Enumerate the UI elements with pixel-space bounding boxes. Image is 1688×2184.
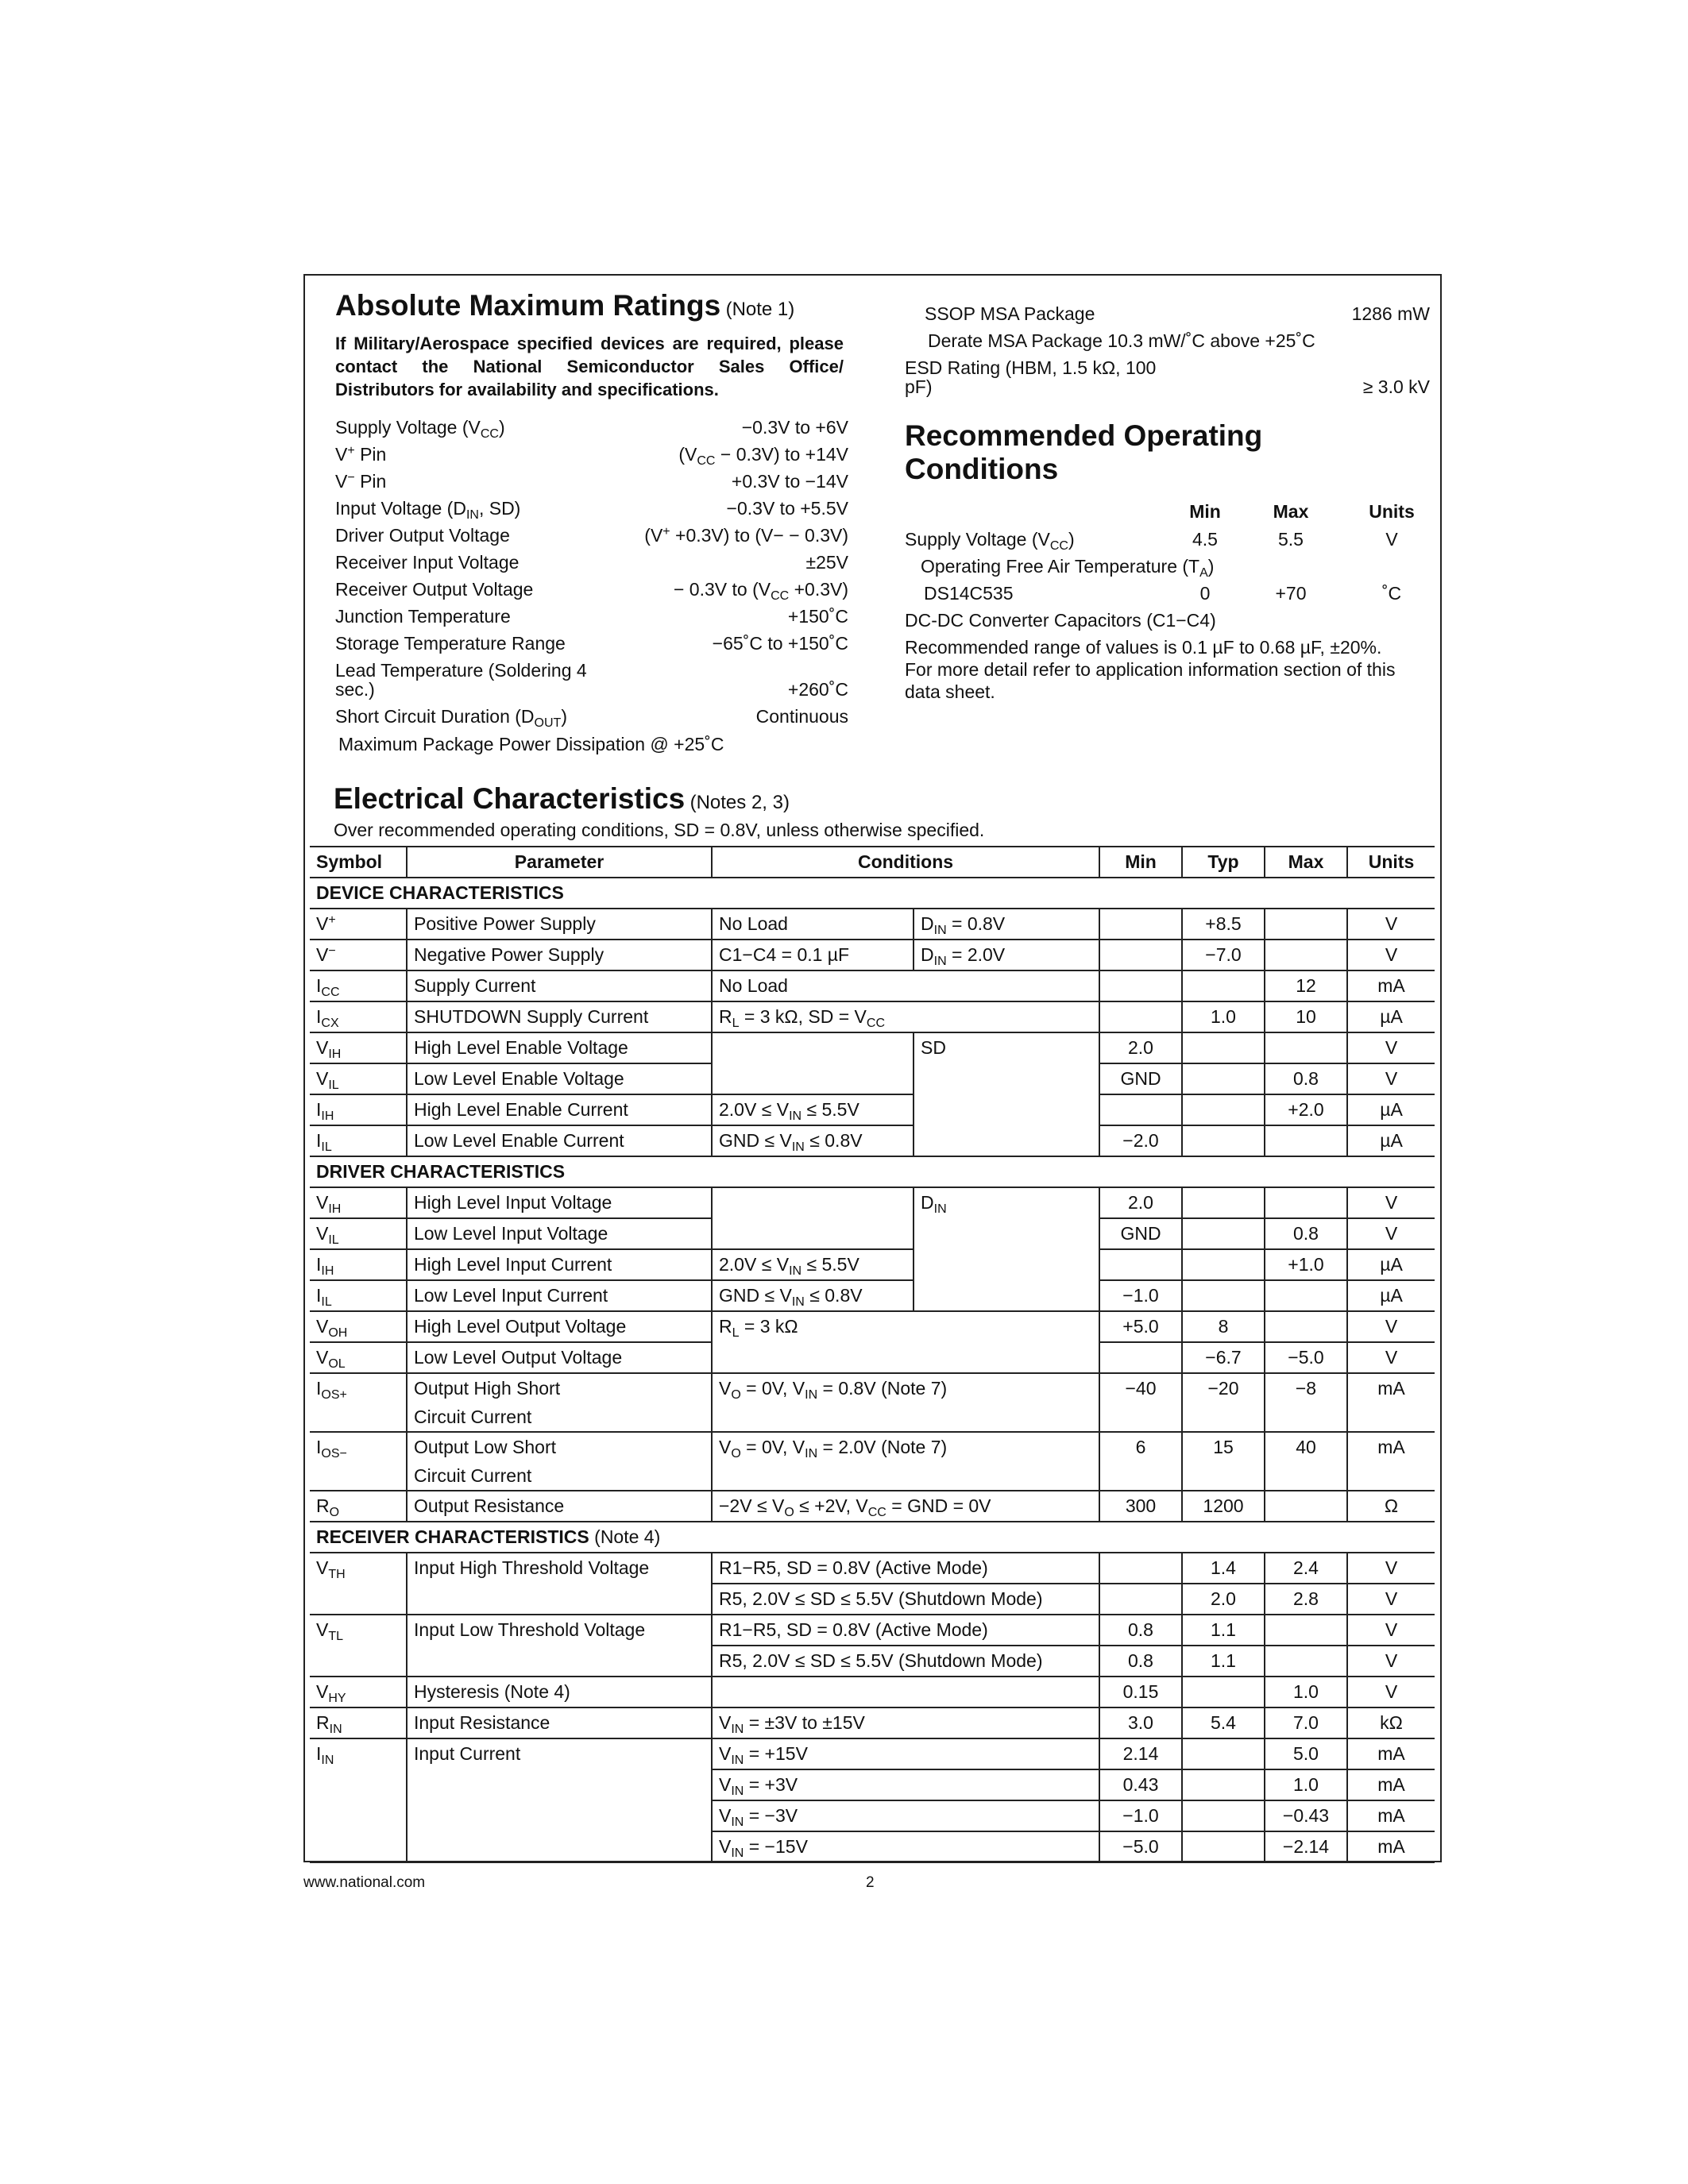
amr-item-label: Short Circuit Duration $(D_{OUT})$ — [335, 706, 567, 730]
table-cell — [1182, 1738, 1265, 1769]
table-cell: 0.15 — [1099, 1677, 1182, 1707]
footer-page-number: 2 — [866, 1874, 875, 1891]
amr-item-value: Continuous — [755, 706, 848, 727]
table-cell: 6 — [1099, 1432, 1182, 1491]
ec-title: Electrical Characteristics — [334, 782, 686, 815]
table-cell: 2.8 — [1265, 1584, 1347, 1615]
table-cell — [1265, 1032, 1347, 1063]
roc-part-min: 0 — [1199, 583, 1211, 604]
table-cell — [1182, 1125, 1265, 1156]
table-cell: −40 — [1099, 1373, 1182, 1432]
table-cell — [1265, 1311, 1347, 1342]
table-cell — [1099, 1342, 1182, 1373]
table-row — [310, 1491, 1435, 1522]
table-cell: Output Low Short Circuit Current — [407, 1432, 712, 1491]
table-cell — [1182, 1769, 1265, 1800]
ssop-label: SSOP MSA Package — [925, 303, 1095, 324]
roc-supply-label: Supply Voltage $(V_{CC})$ — [905, 529, 1075, 553]
derate-text: Derate MSA Package 10.3 mW/˚C above +25˚C — [928, 330, 1315, 351]
table-row — [310, 1522, 1435, 1553]
table-cell: 2.0 — [1099, 1032, 1182, 1063]
table-cell: $2.0V \le V_{IN} \le 5.5V$ — [712, 1249, 914, 1280]
table-cell — [1265, 1646, 1347, 1677]
amr-item-value: +0.3V to −14V — [731, 471, 848, 492]
table-cell: High Level Enable Current — [407, 1094, 712, 1125]
amr-item-value: (V+ +0.3V) to (V− − 0.3V) — [644, 525, 848, 546]
table-cell: High Level Input Voltage — [407, 1187, 712, 1218]
table-cell — [1265, 1615, 1347, 1646]
ec-heading — [334, 783, 790, 819]
ec-header-conditions: Conditions — [712, 847, 1099, 878]
table-cell — [1182, 1094, 1265, 1125]
amr-item-value: −65˚C to +150˚C — [712, 633, 848, 654]
table-cell: R5, 2.0V ≤ SD ≤ 5.5V (Shutdown Mode) — [712, 1646, 1099, 1677]
table-cell — [712, 1032, 914, 1063]
amr-item-label: V− Pin — [335, 471, 387, 492]
table-cell: $V_{HY}$ — [310, 1677, 407, 1707]
table-cell: High Level Output Voltage — [407, 1311, 712, 1342]
section-heading-driver: DRIVER CHARACTERISTICS — [310, 1156, 1435, 1187]
amr-item-label: Receiver Input Voltage — [335, 552, 520, 573]
table-cell: V — [1347, 1584, 1435, 1615]
esd-value: ≥ 3.0 kV — [1362, 376, 1430, 397]
table-cell: R5, 2.0V ≤ SD ≤ 5.5V (Shutdown Mode) — [712, 1584, 1099, 1615]
table-cell: kΩ — [1347, 1707, 1435, 1738]
table-cell — [1099, 1249, 1182, 1280]
table-row — [310, 1032, 1435, 1063]
roc-capacitors: DC-DC Converter Capacitors (C1−C4) — [905, 610, 1216, 631]
table-cell — [1265, 909, 1347, 940]
amr-item-label: Receiver Output Voltage — [335, 579, 534, 600]
table-cell — [1182, 1800, 1265, 1831]
table-cell: 5.0 — [1265, 1738, 1347, 1769]
table-cell: V — [1347, 940, 1435, 970]
table-cell: $D_{IN} = 2.0V$ — [914, 940, 1099, 970]
amr-item-label: Driver Output Voltage — [335, 525, 510, 546]
table-cell: No Load — [712, 909, 914, 940]
ec-header-row — [310, 847, 1435, 878]
table-cell: 0.8 — [1099, 1646, 1182, 1677]
table-cell: µA — [1347, 1249, 1435, 1280]
table-cell: 2.4 — [1265, 1553, 1347, 1584]
amr-item-label: Supply Voltage $(V_{CC})$ — [335, 417, 505, 441]
table-row — [310, 1063, 1435, 1094]
table-cell: $D_{IN} = 0.8V$ — [914, 909, 1099, 940]
amr-item-value: $(V_{CC} - 0.3V)$ to +14V — [678, 444, 848, 468]
table-cell: 8 — [1182, 1311, 1265, 1342]
table-cell: 300 — [1099, 1491, 1182, 1522]
table-cell — [1099, 1001, 1182, 1032]
table-cell — [1099, 1553, 1182, 1584]
ec-header-symbol: Symbol — [310, 847, 407, 878]
table-cell: −2.0 — [1099, 1125, 1182, 1156]
table-cell: +8.5 — [1182, 909, 1265, 940]
table-cell: −0.43 — [1265, 1800, 1347, 1831]
table-cell: Supply Current — [407, 970, 712, 1001]
table-cell: $V_{TH}$ — [310, 1553, 407, 1615]
table-cell — [1182, 1032, 1265, 1063]
table-cell — [1182, 1249, 1265, 1280]
table-cell: V — [1347, 1218, 1435, 1249]
table-cell: $I_{CC}$ — [310, 970, 407, 1001]
table-cell: 3.0 — [1099, 1707, 1182, 1738]
table-cell: 1200 — [1182, 1491, 1265, 1522]
table-row — [310, 1001, 1435, 1032]
table-cell — [1182, 1063, 1265, 1094]
table-cell: mA — [1347, 1800, 1435, 1831]
table-cell: High Level Enable Voltage — [407, 1032, 712, 1063]
table-cell — [1182, 970, 1265, 1001]
table-cell: Low Level Output Voltage — [407, 1342, 712, 1373]
table-cell: $2.0V \le V_{IN} \le 5.5V$ — [712, 1094, 914, 1125]
amr-item-value: −0.3V to +5.5V — [726, 498, 848, 519]
table-cell: V — [1347, 1063, 1435, 1094]
roc-part-max: +70 — [1275, 583, 1307, 604]
table-cell — [1182, 1280, 1265, 1311]
table-cell: 5.4 — [1182, 1707, 1265, 1738]
table-cell: V — [1347, 1342, 1435, 1373]
table-cell: mA — [1347, 1831, 1435, 1862]
table-cell: 0.8 — [1265, 1218, 1347, 1249]
table-cell: −7.0 — [1182, 940, 1265, 970]
amr-title: Absolute Maximum Ratings — [335, 289, 721, 322]
table-cell: µA — [1347, 1094, 1435, 1125]
table-cell: Low Level Input Current — [407, 1280, 712, 1311]
military-notice: If Military/Aerospace specified devices are required, please contact the National Semiconductor Sales Office/ Distributors for availability and specifications. — [335, 334, 844, 399]
table-cell: $I_{CX}$ — [310, 1001, 407, 1032]
table-cell: Output Resistance — [407, 1491, 712, 1522]
table-cell: $V_{TL}$ — [310, 1615, 407, 1677]
table-cell: $V_{IN} = +15V$ — [712, 1738, 1099, 1769]
table-cell: 2.0 — [1182, 1584, 1265, 1615]
table-cell: $V_{IH}$ — [310, 1187, 407, 1218]
table-cell: 1.1 — [1182, 1646, 1265, 1677]
amr-item-value: +260˚C — [787, 679, 848, 700]
table-cell: mA — [1347, 1769, 1435, 1800]
table-cell: GND ≤ $V_{IN} \le 0.8V$ — [712, 1125, 914, 1156]
table-cell: V — [1347, 1032, 1435, 1063]
table-cell — [712, 1063, 914, 1094]
table-cell: GND — [1099, 1218, 1182, 1249]
table-cell — [1265, 940, 1347, 970]
table-cell — [1099, 1584, 1182, 1615]
table-cell: 2.0 — [1099, 1187, 1182, 1218]
roc-header-units: Units — [1369, 501, 1415, 522]
table-cell: Negative Power Supply — [407, 940, 712, 970]
table-cell: −1.0 — [1099, 1280, 1182, 1311]
table-cell: mA — [1347, 1373, 1435, 1432]
roc-title-line1: Recommended Operating — [905, 419, 1263, 452]
table-cell: $V_{OL}$ — [310, 1342, 407, 1373]
table-cell: +5.0 — [1099, 1311, 1182, 1342]
roc-part-label: DS14C535 — [924, 583, 1014, 604]
table-cell: V+ — [310, 909, 407, 940]
section-heading-receiver: RECEIVER CHARACTERISTICS (Note 4) — [310, 1522, 1435, 1553]
table-cell: No Load — [712, 970, 1099, 1001]
table-cell: High Level Input Current — [407, 1249, 712, 1280]
table-cell: +2.0 — [1265, 1094, 1347, 1125]
table-cell: R1−R5, SD = 0.8V (Active Mode) — [712, 1615, 1099, 1646]
table-row — [310, 909, 1435, 940]
table-cell: V — [1347, 1311, 1435, 1342]
table-row — [310, 1615, 1435, 1646]
table-cell: V — [1347, 909, 1435, 940]
table-cell — [1099, 970, 1182, 1001]
table-cell: Low Level Enable Voltage — [407, 1063, 712, 1094]
table-cell — [1265, 1280, 1347, 1311]
table-cell — [1265, 1491, 1347, 1522]
table-cell: −1.0 — [1099, 1800, 1182, 1831]
table-cell — [712, 1342, 1099, 1373]
table-cell: −5.0 — [1099, 1831, 1182, 1862]
table-cell: Ω — [1347, 1491, 1435, 1522]
table-cell: $-2V \le V_O \le +2V$, $V_{CC}$ = GND = 0V — [712, 1491, 1099, 1522]
table-cell: Input High Threshold Voltage — [407, 1553, 712, 1615]
table-cell: 40 — [1265, 1432, 1347, 1491]
table-row — [310, 1342, 1435, 1373]
table-cell: Hysteresis (Note 4) — [407, 1677, 712, 1707]
roc-supply-units: V — [1385, 529, 1398, 550]
table-cell: 1.0 — [1265, 1677, 1347, 1707]
table-cell: mA — [1347, 970, 1435, 1001]
table-cell: SHUTDOWN Supply Current — [407, 1001, 712, 1032]
ec-note: (Notes 2, 3) — [689, 792, 790, 813]
roc-header-min: Min — [1189, 501, 1221, 522]
table-cell: Input Resistance — [407, 1707, 712, 1738]
roc-range-1: Recommended range of values is 0.1 µF to 0.68 µF, ±20%. — [905, 637, 1382, 658]
table-cell — [712, 1187, 914, 1218]
table-cell: $V_{IN} = -15V$ — [712, 1831, 1099, 1862]
footer-url[interactable]: www.national.com — [303, 1874, 426, 1891]
table-row — [310, 1156, 1435, 1187]
table-cell: $I_{IH}$ — [310, 1249, 407, 1280]
amr-item-label: Lead Temperature (Soldering 4 — [335, 660, 587, 681]
table-cell: 0.43 — [1099, 1769, 1182, 1800]
table-cell: $V_{OH}$ — [310, 1311, 407, 1342]
table-cell: +1.0 — [1265, 1249, 1347, 1280]
table-cell: V — [1347, 1615, 1435, 1646]
table-cell — [712, 1218, 914, 1249]
table-cell: $V_{IL}$ — [310, 1063, 407, 1094]
table-cell: 1.0 — [1182, 1001, 1265, 1032]
table-row — [310, 1125, 1435, 1156]
table-cell — [1099, 909, 1182, 940]
esd-label-2: pF) — [905, 376, 933, 397]
table-cell: µA — [1347, 1280, 1435, 1311]
table-cell: 10 — [1265, 1001, 1347, 1032]
section-heading-device: DEVICE CHARACTERISTICS — [310, 878, 1435, 909]
table-row — [310, 1187, 1435, 1218]
table-row — [310, 1738, 1435, 1769]
table-cell: mA — [1347, 1432, 1435, 1491]
amr-item-value: +150˚C — [787, 606, 848, 627]
table-cell: µA — [1347, 1001, 1435, 1032]
amr-note: (Note 1) — [725, 299, 795, 320]
table-row — [310, 1553, 1435, 1584]
table-cell: Input Current — [407, 1738, 712, 1862]
table-cell — [1099, 1094, 1182, 1125]
table-cell: −5.0 — [1265, 1342, 1347, 1373]
table-cell: Output High Short Circuit Current — [407, 1373, 712, 1432]
table-cell: $V_{IN} = +3V$ — [712, 1769, 1099, 1800]
table-row — [310, 1432, 1435, 1491]
table-cell: $D_{IN}$ — [914, 1187, 1099, 1311]
table-cell: $V_{IN} = -3V$ — [712, 1800, 1099, 1831]
table-row — [310, 1677, 1435, 1707]
ec-header-max: Max — [1265, 847, 1347, 878]
table-cell: Input Low Threshold Voltage — [407, 1615, 712, 1677]
table-cell: 7.0 — [1265, 1707, 1347, 1738]
table-cell: V — [1347, 1187, 1435, 1218]
table-cell: $R_{IN}$ — [310, 1707, 407, 1738]
table-cell: $I_{IN}$ — [310, 1738, 407, 1862]
amr-item-label: Input Voltage ($D_{IN}$, SD) — [335, 498, 521, 522]
table-cell: −2.14 — [1265, 1831, 1347, 1862]
table-cell: 1.1 — [1182, 1615, 1265, 1646]
amr-item-label: Junction Temperature — [335, 606, 511, 627]
table-row — [310, 970, 1435, 1001]
roc-title-line2: Conditions — [905, 453, 1059, 485]
table-cell: C1−C4 = 0.1 µF — [712, 940, 914, 970]
table-cell: $I_{IH}$ — [310, 1094, 407, 1125]
table-cell — [1099, 940, 1182, 970]
roc-range-3: data sheet. — [905, 681, 995, 702]
table-row — [310, 1280, 1435, 1311]
table-cell — [1182, 1187, 1265, 1218]
table-cell: mA — [1347, 1738, 1435, 1769]
table-cell — [1265, 1125, 1347, 1156]
table-cell: µA — [1347, 1125, 1435, 1156]
table-cell: 1.4 — [1182, 1553, 1265, 1584]
roc-temp-label: Operating Free Air Temperature $(T_A)$ — [921, 556, 1215, 580]
table-cell: $I_{IL}$ — [310, 1125, 407, 1156]
table-cell: 0.8 — [1265, 1063, 1347, 1094]
table-row — [310, 1249, 1435, 1280]
table-row — [310, 1218, 1435, 1249]
table-cell: −8 — [1265, 1373, 1347, 1432]
table-cell: $V_{IL}$ — [310, 1218, 407, 1249]
table-cell: 12 — [1265, 970, 1347, 1001]
table-cell: $V_{IN} = \pm 3V$ to ±15V — [712, 1707, 1099, 1738]
amr-item-label: V+ Pin — [335, 444, 387, 465]
table-cell: 1.0 — [1265, 1769, 1347, 1800]
power-dissipation-label: Maximum Package Power Dissipation @ +25˚C — [338, 734, 724, 754]
roc-part-units: ˚C — [1381, 583, 1402, 604]
ec-header-min: Min — [1099, 847, 1182, 878]
table-cell: V− — [310, 940, 407, 970]
table-cell — [1182, 1831, 1265, 1862]
amr-item-value: − 0.3V to $(V_{CC} +0.3V)$ — [673, 579, 848, 603]
roc-range-2: For more detail refer to application information section of this — [905, 659, 1396, 680]
table-cell: R1−R5, SD = 0.8V (Active Mode) — [712, 1553, 1099, 1584]
table-cell: $I_{IL}$ — [310, 1280, 407, 1311]
table-cell: −6.7 — [1182, 1342, 1265, 1373]
table-row — [310, 940, 1435, 970]
ec-subtitle: Over recommended operating conditions, SD = 0.8V, unless otherwise specified. — [334, 820, 985, 840]
table-cell: $R_O$ — [310, 1491, 407, 1522]
table-cell — [1265, 1187, 1347, 1218]
table-row — [310, 1311, 1435, 1342]
table-cell: $I_{OS-}$ — [310, 1432, 407, 1491]
amr-heading — [335, 289, 795, 322]
table-cell: GND — [1099, 1063, 1182, 1094]
roc-supply-max: 5.5 — [1278, 529, 1304, 550]
ec-header-typ: Typ — [1182, 847, 1265, 878]
table-row — [310, 1373, 1435, 1432]
table-cell: $V_O = 0V$, $V_{IN} = 2.0V$ (Note 7) — [712, 1432, 1099, 1491]
table-cell: $R_L = 3$ kΩ — [712, 1311, 1099, 1342]
table-cell: Positive Power Supply — [407, 909, 712, 940]
amr-item-label: Storage Temperature Range — [335, 633, 566, 654]
table-cell: V — [1347, 1677, 1435, 1707]
table-cell — [712, 1677, 1099, 1707]
table-cell: V — [1347, 1646, 1435, 1677]
roc-supply-min: 4.5 — [1192, 529, 1218, 550]
table-cell — [1182, 1218, 1265, 1249]
table-cell: −20 — [1182, 1373, 1265, 1432]
table-cell: 15 — [1182, 1432, 1265, 1491]
table-cell: Low Level Input Voltage — [407, 1218, 712, 1249]
table-cell: $R_L = 3$ kΩ, SD = $V_{CC}$ — [712, 1001, 1099, 1032]
table-cell: $I_{OS+}$ — [310, 1373, 407, 1432]
ec-table — [310, 846, 1435, 1863]
ec-header-units: Units — [1347, 847, 1435, 878]
table-cell — [1182, 1677, 1265, 1707]
table-cell: Low Level Enable Current — [407, 1125, 712, 1156]
table-row — [310, 1707, 1435, 1738]
table-cell: 0.8 — [1099, 1615, 1182, 1646]
ec-header-parameter: Parameter — [407, 847, 712, 878]
table-row — [310, 878, 1435, 909]
table-cell: V — [1347, 1553, 1435, 1584]
ssop-value: 1286 mW — [1351, 303, 1430, 324]
table-cell: $V_O = 0V$, $V_{IN} = 0.8V$ (Note 7) — [712, 1373, 1099, 1432]
amr-item-value: −0.3V to +6V — [741, 417, 848, 438]
table-cell: 2.14 — [1099, 1738, 1182, 1769]
esd-label: ESD Rating (HBM, 1.5 kΩ, 100 — [905, 357, 1157, 378]
amr-item-label-2: sec.) — [335, 679, 375, 700]
table-cell: SD — [914, 1032, 1099, 1156]
table-cell: GND ≤ $V_{IN} \le 0.8V$ — [712, 1280, 914, 1311]
table-row — [310, 1094, 1435, 1125]
amr-item-value: ±25V — [805, 552, 848, 573]
table-cell: $V_{IH}$ — [310, 1032, 407, 1063]
roc-header-max: Max — [1273, 501, 1309, 522]
